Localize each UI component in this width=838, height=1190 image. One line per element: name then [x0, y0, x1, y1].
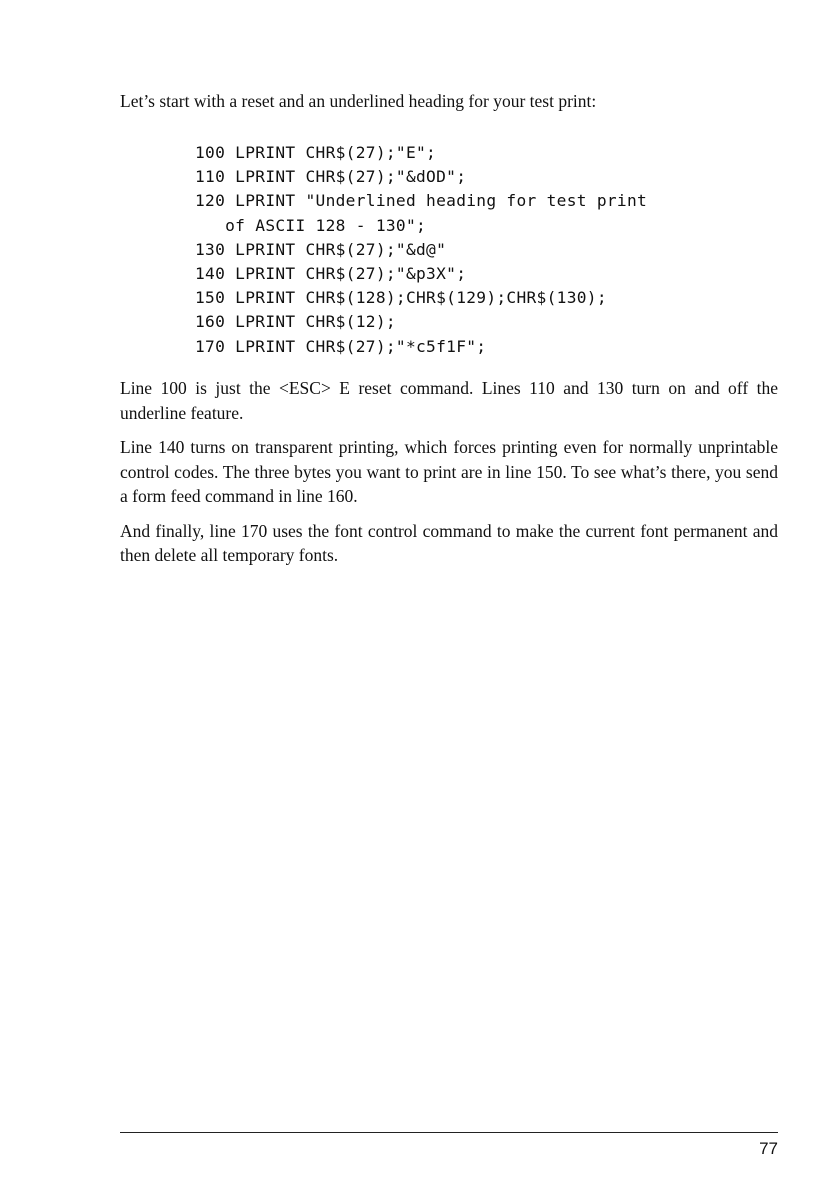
- code-line-110: 110 LPRINT CHR$(27);"&dOD";: [195, 167, 467, 187]
- basic-code-listing: [195, 141, 647, 359]
- footer-rule: [120, 1132, 778, 1133]
- code-line-150: 150 LPRINT CHR$(128);CHR$(129);CHR$(130);: [195, 288, 607, 308]
- intro-sentence: Let’s start with a reset and an underlined heading for your test print:: [120, 91, 597, 111]
- code-line-120: 120 LPRINT "Underlined heading for test print: [195, 191, 648, 211]
- code-line-170: 170 LPRINT CHR$(27);"*c5f1F";: [195, 336, 487, 356]
- paragraph-font-control: And finally, line 170 uses the font control command to make the current font permanent and then delete all temporary fonts.: [120, 520, 778, 565]
- code-line-130: 130 LPRINT CHR$(27);"&d@": [195, 239, 447, 259]
- page-number: 77: [759, 1139, 778, 1158]
- code-line-140: 140 LPRINT CHR$(27);"&p3X";: [195, 263, 467, 283]
- code-line-160: 160 LPRINT CHR$(12);: [195, 312, 396, 332]
- explanation-text: [120, 376, 778, 578]
- paragraph-reset-underline: Line 100 is just the <ESC> E reset command. Lines 110 and 130 turn on and off the underline feature.: [120, 378, 778, 423]
- paragraph-transparent-printing: Line 140 turns on transparent printing, which forces printing even for normally unprintable control codes. The three bytes you want to print are in line 150. To see what’s there, you send a form feed command in line 160.: [120, 437, 778, 506]
- code-line-100: 100 LPRINT CHR$(27);"E";: [195, 143, 437, 162]
- code-line-120-continued: of ASCII 128 - 130";: [195, 215, 427, 235]
